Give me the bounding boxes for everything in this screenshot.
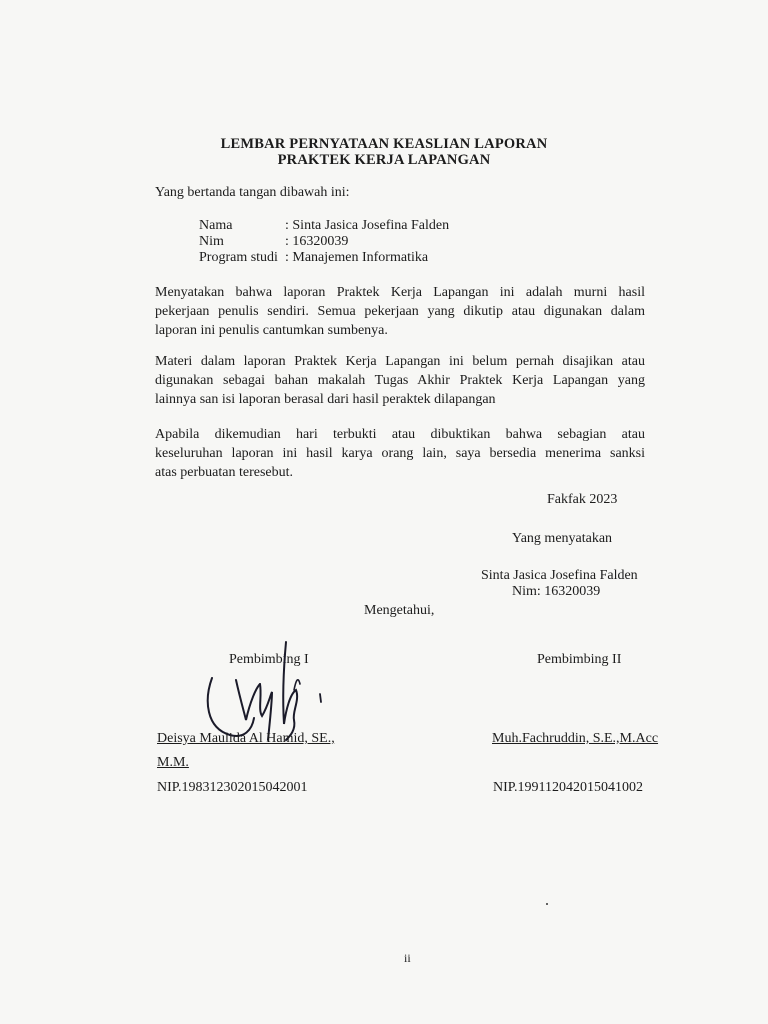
identity-row-name [199, 218, 449, 234]
supervisor2-nip: NIP.199112042015041002 [493, 780, 643, 795]
paragraph-sanction [155, 425, 645, 482]
declarant-nim: Nim: 16320039 [512, 584, 601, 599]
identity-value: : Manajemen Informatika [285, 250, 429, 265]
paragraph-line: keseluruhan laporan ini hasil karya orang lain, saya bersedia menerima sanksi [155, 446, 645, 461]
supervisor1-degree: M.M. [157, 755, 189, 770]
supervisor1-nip: NIP.198312302015042001 [157, 780, 308, 795]
paragraph-line: lainnya san isi laporan berasal dari hasil peraktek dilapangan [155, 392, 496, 407]
supervisor1-title: Pembimbing I [229, 652, 309, 667]
identity-row-program [199, 250, 449, 266]
paragraph-statement [155, 283, 645, 340]
supervisor1-name: Deisya Maulida Al Hamid, SE., [157, 731, 335, 746]
paragraph-line: digunakan sebagai bahan makalah Tugas Akhir Praktek Kerja Lapangan yang [155, 373, 645, 388]
identity-value: : 16320039 [285, 234, 349, 249]
paragraph-line: laporan ini penulis cantumkan sumbenya. [155, 323, 388, 338]
paragraph-line: Apabila dikemudian hari terbukti atau dibuktikan bahwa sebagian atau [155, 427, 645, 442]
page-number: ii [404, 951, 411, 965]
title-line-1: LEMBAR PERNYATAAN KEASLIAN LAPORAN [220, 136, 548, 152]
identity-label: Nama [199, 218, 233, 233]
supervisor2-title: Pembimbing II [537, 652, 622, 667]
identity-label: Program studi [199, 250, 278, 265]
supervisor2-name: Muh.Fachruddin, S.E.,M.Acc [492, 731, 659, 746]
ink-speck [546, 903, 548, 905]
paragraph-line: Menyatakan bahwa laporan Praktek Kerja Lapangan ini adalah murni hasil [155, 285, 645, 300]
paragraph-material [155, 352, 645, 409]
paragraph-line: pekerjaan penulis sendiri. Semua pekerjaan yang dikutip atau digunakan dalam [155, 304, 645, 319]
acknowledged-label: Mengetahui, [364, 603, 435, 618]
intro-text: Yang bertanda tangan dibawah ini: [155, 185, 350, 200]
title-line-2: PRAKTEK KERJA LAPANGAN [277, 152, 491, 168]
identity-label: Nim [199, 234, 224, 249]
place-date: Fakfak 2023 [547, 492, 618, 507]
declarant-name: Sinta Jasica Josefina Falden [481, 568, 638, 583]
declarant-heading: Yang menyatakan [512, 531, 613, 546]
paragraph-line: atas perbuatan teresebut. [155, 465, 293, 480]
identity-row-nim [199, 234, 449, 250]
paragraph-line: Materi dalam laporan Praktek Kerja Lapangan ini belum pernah disajikan atau [155, 354, 645, 369]
identity-table [199, 218, 449, 266]
identity-value: : Sinta Jasica Josefina Falden [285, 218, 450, 233]
